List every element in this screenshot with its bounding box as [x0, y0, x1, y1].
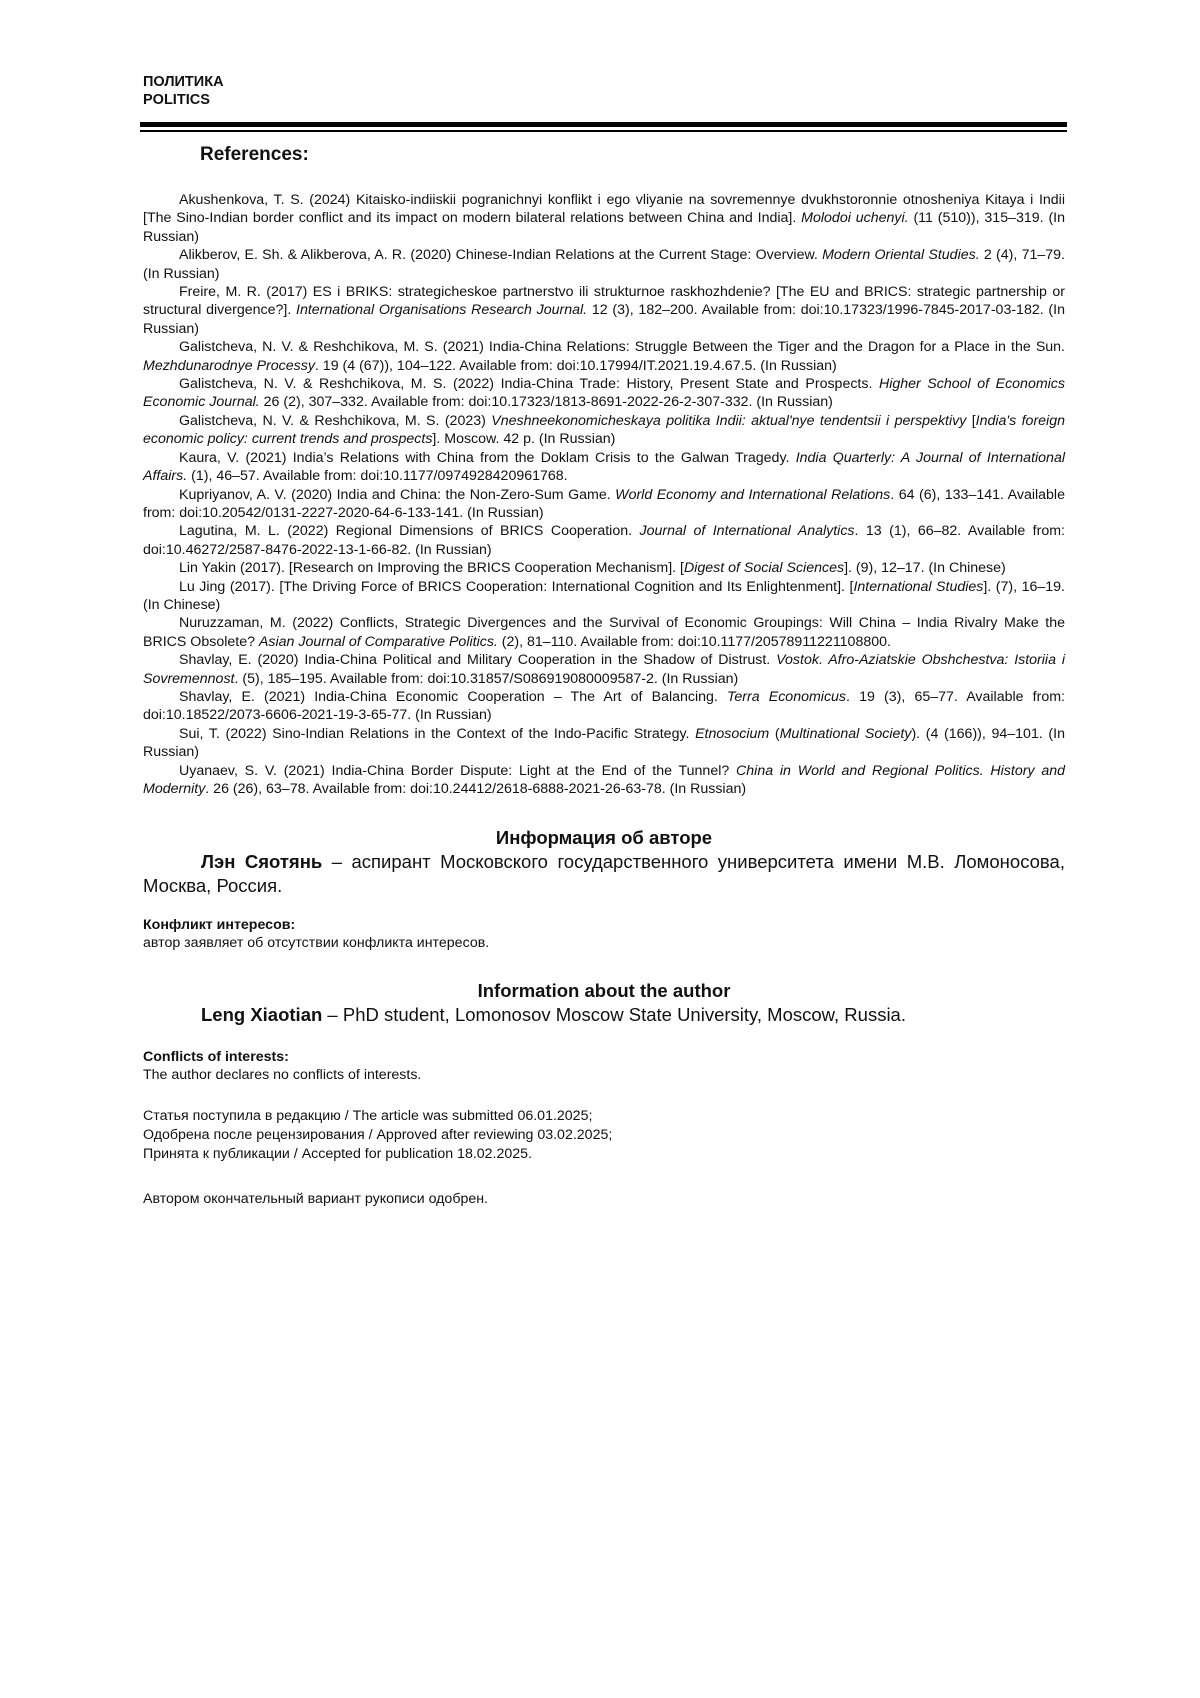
reference-source: Mezhdunarodnye Processy [143, 357, 315, 374]
reference-text: Alikberov, E. Sh. & Alikberova, A. R. (2020) Chinese-Indian Relations at the Current Stage: Overview. [179, 247, 823, 264]
reference-source: India Quarterly: A Journal of International Affairs. [143, 449, 1065, 485]
reference-item [143, 449, 1065, 486]
reference-text: ]. (7), 16–19. (In Chinese) [143, 578, 1065, 613]
reference-source: China in World and Regional Politics. History and Modernity [143, 762, 1065, 797]
reference-source: Journal of International Analytics [639, 523, 855, 540]
reference-source: Modern Oriental Studies. [822, 247, 980, 264]
reference-source: International Organisations Research Journal. [296, 302, 588, 319]
section-title-en: POLITICS [143, 92, 210, 108]
conflict-label-en: Conflicts of interests: [143, 1049, 289, 1065]
reference-text: Shavlay, E. (2020) India-China Political and Military Cooperation in the Shadow of Distrust. [179, 652, 777, 669]
reference-text: Galistcheva, N. V. & Reshchikova, M. S. (2022) India-China Trade: History, Present State and Prospects. [179, 376, 879, 393]
conflict-label-ru: Конфликт интересов: [143, 917, 296, 933]
reference-item [143, 614, 1065, 651]
reference-text: 26 (2), 307–332. Available from: doi:10.17323/1813-8691-2022-26-2-307-332. (In Russian) [259, 394, 833, 411]
publication-dates [143, 1107, 612, 1164]
author-description-ru: – аспирант Московского государственного университета имени М.В. Ломоносова, Москва, Россия. [143, 851, 1065, 896]
reference-item [143, 338, 1065, 375]
author-name-ru: Лэн Сяотянь [201, 851, 323, 872]
reference-text: (11 (510)), 315–319. (In Russian) [143, 210, 1066, 245]
reference-item [143, 725, 1065, 762]
reference-source: World Economy and International Relations [615, 486, 891, 503]
reference-source: India's foreign economic policy: current trends and prospects [143, 412, 1065, 448]
final-approval-note: Автором окончательный вариант рукописи одобрен. [143, 1191, 489, 1207]
author-info-ru-title: Информация об авторе [495, 827, 713, 848]
reference-text: Uyanaev, S. V. (2021) India-China Border Dispute: Light at the End of the Tunnel? [179, 762, 737, 779]
reference-text: (1), 46–57. Available from: doi:10.1177/0974928420961768. [187, 468, 568, 485]
author-info-en-title: Information about the author [477, 980, 731, 1001]
author-info-ru [143, 826, 1065, 898]
reference-text: Lagutina, M. L. (2022) Regional Dimensions of BRICS Cooperation. [179, 523, 640, 540]
author-info-en [143, 979, 1065, 1027]
reference-text: . 19 (3), 65–77. Available from: doi:10.18522/2073-6606-2021-19-3-65-77. (In Russian) [143, 688, 1065, 724]
conflict-of-interest-en [143, 1048, 1065, 1084]
reference-text: Lu Jing (2017). [The Driving Force of BRICS Cooperation: International Cognition and Its Enlightenment]. [ [179, 578, 854, 595]
reference-text: Galistcheva, N. V. & Reshchikova, M. S. (2023) [179, 412, 492, 429]
reference-source: Molodoi uchenyi. [801, 210, 909, 227]
reference-text: . 13 (1), 66–82. Available from: doi:10.46272/2587-8476-2022-13-1-66-82. (In Russian) [143, 523, 1065, 558]
reference-text: Shavlay, E. (2021) India-China Economic Cooperation – The Art of Balancing. [179, 688, 728, 705]
reference-text: Galistcheva, N. V. & Reshchikova, M. S. (2021) India-China Relations: Struggle Between the Tiger and the Dragon for a Place in the Sun. [179, 339, 1065, 356]
reference-text: . (5), 185–195. Available from: doi:10.31857/S086919080009587-2. (In Russian) [234, 670, 739, 687]
reference-text: ). (4 (166)), 94–101. (In Russian) [143, 725, 1065, 761]
reference-text: Freire, M. R. (2017) ES i BRIKS: strategicheskoe partnerstvo ili strukturnoe raskhozhdenie? [The EU and BRICS: strategic partnership or structural divergence?]. [143, 284, 1065, 319]
date-approved: Одобрена после рецензирования / Approved after reviewing 03.02.2025; [143, 1127, 613, 1143]
conflict-text-en: The author declares no conflicts of interests. [143, 1067, 422, 1083]
reference-source: Multinational Society [779, 725, 912, 742]
reference-text: 2 (4), 71–79. (In Russian) [143, 247, 1065, 282]
reference-text: Kaura, V. (2021) India’s Relations with China from the Doklam Crisis to the Galwan Tragedy. [179, 449, 796, 466]
reference-source: Digest of Social Sciences [683, 560, 845, 577]
reference-item [143, 246, 1065, 283]
reference-item [143, 375, 1065, 412]
reference-item [143, 522, 1065, 559]
reference-item [143, 283, 1065, 338]
reference-item [143, 486, 1065, 523]
reference-item [143, 762, 1065, 799]
reference-text: . 19 (4 (67)), 104–122. Available from: doi:10.17994/IT.2021.19.4.67.5. (In Russian) [314, 357, 837, 374]
conflict-of-interest-ru [143, 916, 1065, 952]
reference-text: [ [966, 412, 976, 429]
reference-source: Higher School of Economics Economic Journal. [143, 376, 1065, 411]
reference-text: Nuruzzaman, M. (2022) Conflicts, Strategic Divergences and the Survival of Economic Groupings: Will China – India Rivalry Make the BRICS Obsolete? [143, 615, 1065, 650]
reference-text: Sui, T. (2022) Sino-Indian Relations in the Context of the Indo-Pacific Strategy. [179, 725, 696, 742]
reference-item [143, 578, 1065, 615]
reference-text: ( [769, 725, 780, 742]
reference-text: . 26 (26), 63–78. Available from: doi:10.24412/2618-6888-2021-26-63-78. (In Russian) [205, 781, 747, 797]
reference-text: (2), 81–110. Available from: doi:10.1177/20578911221108800. [497, 633, 891, 650]
reference-text: ]. Moscow. 42 p. (In Russian) [432, 431, 616, 448]
reference-source: International Studies [853, 578, 984, 595]
author-name-en: Leng Xiaotian [201, 1004, 323, 1025]
header-rule-thick [140, 122, 1067, 127]
conflict-text-ru: автор заявляет об отсутствии конфликта интересов. [143, 935, 490, 951]
reference-source: Etnosocium [695, 725, 770, 742]
running-header [143, 73, 224, 109]
section-title-ru: ПОЛИТИКА [143, 74, 224, 90]
author-description-en: – PhD student, Lomonosov Moscow State University, Moscow, Russia. [322, 1004, 906, 1025]
author-info-en-text [143, 1003, 1065, 1027]
date-submitted: Статья поступила в редакцию / The article was submitted 06.01.2025; [143, 1108, 593, 1124]
date-accepted: Принята к публикации / Accepted for publication 18.02.2025. [143, 1146, 533, 1162]
reference-text: Akushenkova, T. S. (2024) Kitaisko-indiiskii pogranichnyi konflikt i ego vliyanie na sovremennye dvukhstoronnie otnosheniya Kitaya i Indii [The Sino-Indian border conflict and its impact on modern bilateral relations between China and India]. [143, 192, 1065, 227]
author-info-ru-text [143, 850, 1065, 898]
reference-item [143, 651, 1065, 688]
reference-source: Terra Economicus [727, 688, 847, 705]
reference-text: . 64 (6), 133–141. Available from: doi:10.20542/0131-2227-2020-64-6-133-141. (In Russian) [143, 486, 1065, 521]
reference-source: Asian Journal of Comparative Politics. [258, 633, 498, 650]
reference-text: ]. (9), 12–17. (In Chinese) [844, 560, 1006, 577]
reference-item [143, 191, 1065, 246]
reference-text: Kupriyanov, A. V. (2020) India and China: the Non-Zero-Sum Game. [179, 486, 616, 503]
reference-text: Lin Yakin (2017). [Research on Improving the BRICS Cooperation Mechanism]. [ [179, 560, 684, 577]
reference-source: Vostok. Afro-Aziatskie Obshchestva: Istoriia i Sovremennost [143, 652, 1065, 687]
references-list [143, 191, 1065, 798]
reference-item [143, 412, 1065, 449]
references-heading: References: [200, 144, 309, 165]
header-rule-thin [140, 130, 1067, 132]
reference-source: Vneshneekonomicheskaya politika Indii: aktual'nye tendentsii i perspektivy [491, 412, 967, 429]
reference-text: 12 (3), 182–200. Available from: doi:10.17323/1996-7845-2017-03-182. (In Russian) [143, 302, 1065, 337]
reference-item [143, 688, 1065, 725]
reference-item [143, 559, 1065, 577]
